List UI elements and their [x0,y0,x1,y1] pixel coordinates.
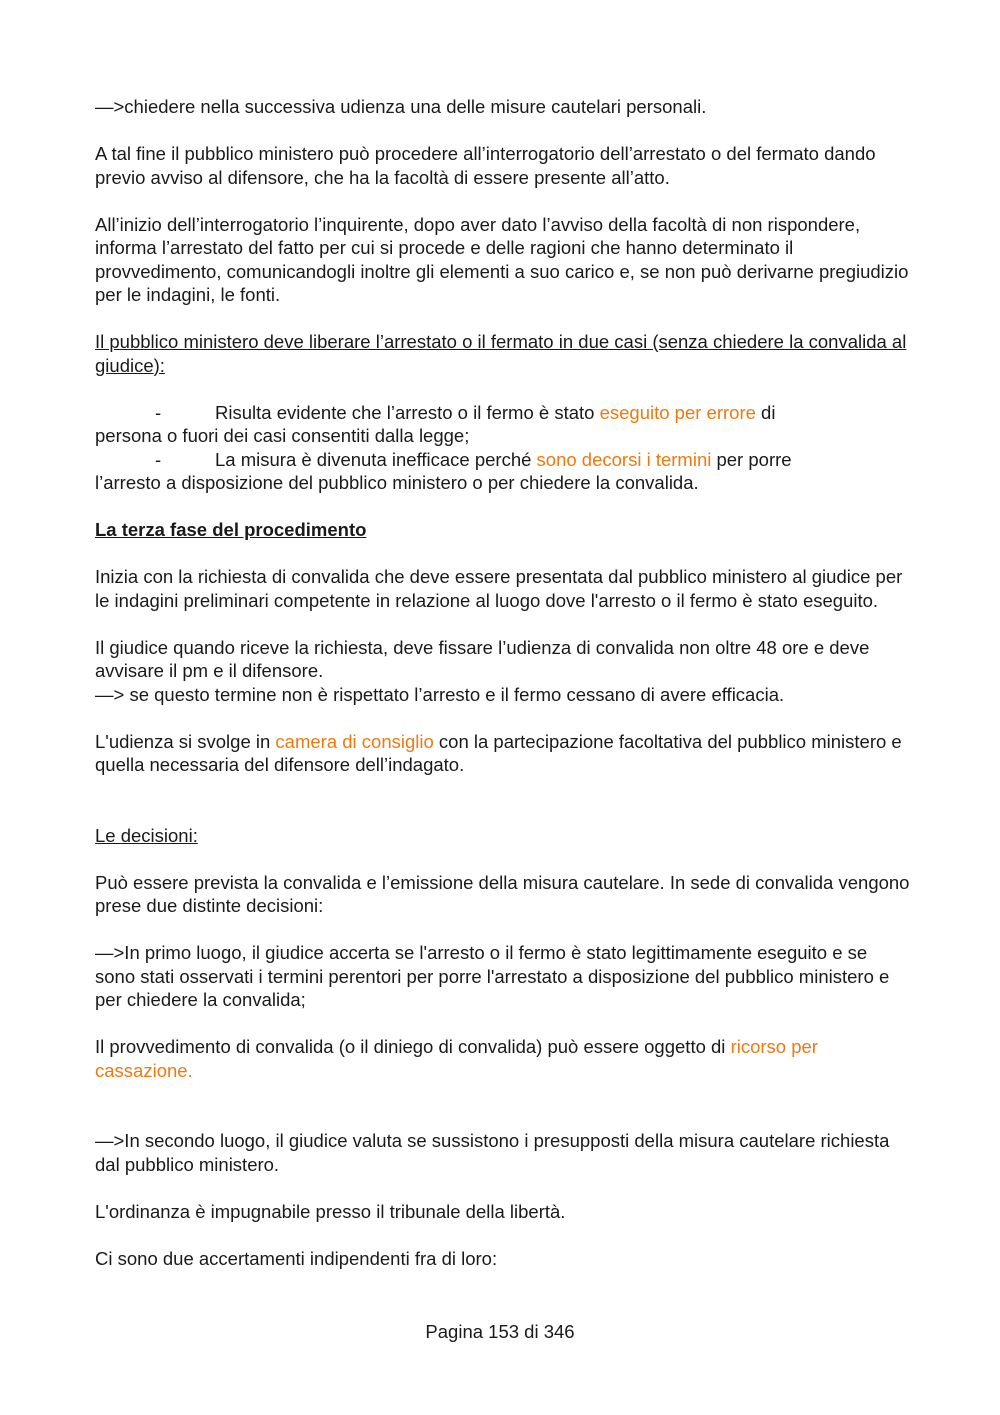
highlight-text: ricorso per cassazione. [95,1036,818,1081]
paragraph: Il provvedimento di convalida (o il diniego di convalida) può essere oggetto di ricorso per cassazione. [95,1036,818,1081]
paragraph: L'udienza si svolge in camera di consiglio con la partecipazione facoltativa del pubblico ministero e quella necessaria del difensore dell’indagato. [95,730,902,775]
paragraph: —>In secondo luogo, il giudice valuta se sussistono i presupposti della misura cautelare richiesta dal pubblico ministero. [95,1130,890,1175]
paragraph: Inizia con la richiesta di convalida che deve essere presentata dal pubblico ministero al giudice per le indagini preliminari competente in relazione al luogo dove l'arresto o il fermo è stato eseguito. [95,566,903,611]
paragraph: Il giudice quando riceve la richiesta, deve fissare l’udienza di convalida non oltre 48 ore e deve avvisare il pm e il difensore. [95,636,870,681]
section-subheading: Le decisioni: [95,824,198,846]
paragraph: All’inizio dell’interrogatorio l’inquirente, dopo aver dato l’avviso della facoltà di non rispondere, informa l’arrestato del fatto per cui si procede e delle ragioni che hanno determinato il provvedimento, comunicandogli inoltre gli elementi a suo carico e, se non può derivarne pregiudizio per le indagini, le fonti. [95,213,909,305]
paragraph: A tal fine il pubblico ministero può procedere all’interrogatorio dell’arrestato o del fermato dando previo avviso al difensore, che ha la facoltà di essere presente all’atto. [95,143,876,188]
list-item: - Risulta evidente che l’arresto o il fermo è stato eseguito per errore di [95,401,910,425]
paragraph: Può essere prevista la convalida e l’emissione della misura cautelare. In sede di convalida vengono prese due distinte decisioni: [95,871,910,916]
page-number: Pagina 153 di 346 [425,1321,575,1342]
page-content [95,95,910,1270]
highlight-text: sono decorsi i termini [536,448,712,470]
paragraph: —>In primo luogo, il giudice accerta se l'arresto o il fermo è stato legittimamente eseguito e se sono stati osservati i termini perentori per porre l'arrestato a disposizione del pubblico ministero e per chiedere la convalida; [95,942,890,1010]
section-heading: La terza fase del procedimento [95,519,367,540]
list-item: - La misura è divenuta inefficace perché sono decorsi i termini per porre [95,448,910,472]
section-subheading: Il pubblico ministero deve liberare l’arrestato o il fermato in due casi (senza chiedere la convalida al giudice): [95,331,907,376]
paragraph: —>chiedere nella successiva udienza una delle misure cautelari personali. [95,96,707,117]
bullet-dash: - [155,448,162,470]
list-item-continuation: persona o fuori dei casi consentiti dalla legge; [95,425,470,446]
highlight-text: camera di consiglio [275,730,434,752]
paragraph: Ci sono due accertamenti indipendenti fra di loro: [95,1247,498,1269]
paragraph: L'ordinanza è impugnabile presso il tribunale della libertà. [95,1200,566,1222]
list-item-continuation: l’arresto a disposizione del pubblico ministero o per chiedere la convalida. [95,472,699,493]
highlight-text: eseguito per errore [599,401,756,423]
bullet-list [95,401,910,495]
bullet-dash: - [155,401,162,423]
paragraph: —> se questo termine non è rispettato l’arresto e il fermo cessano di avere efficacia. [95,683,785,705]
